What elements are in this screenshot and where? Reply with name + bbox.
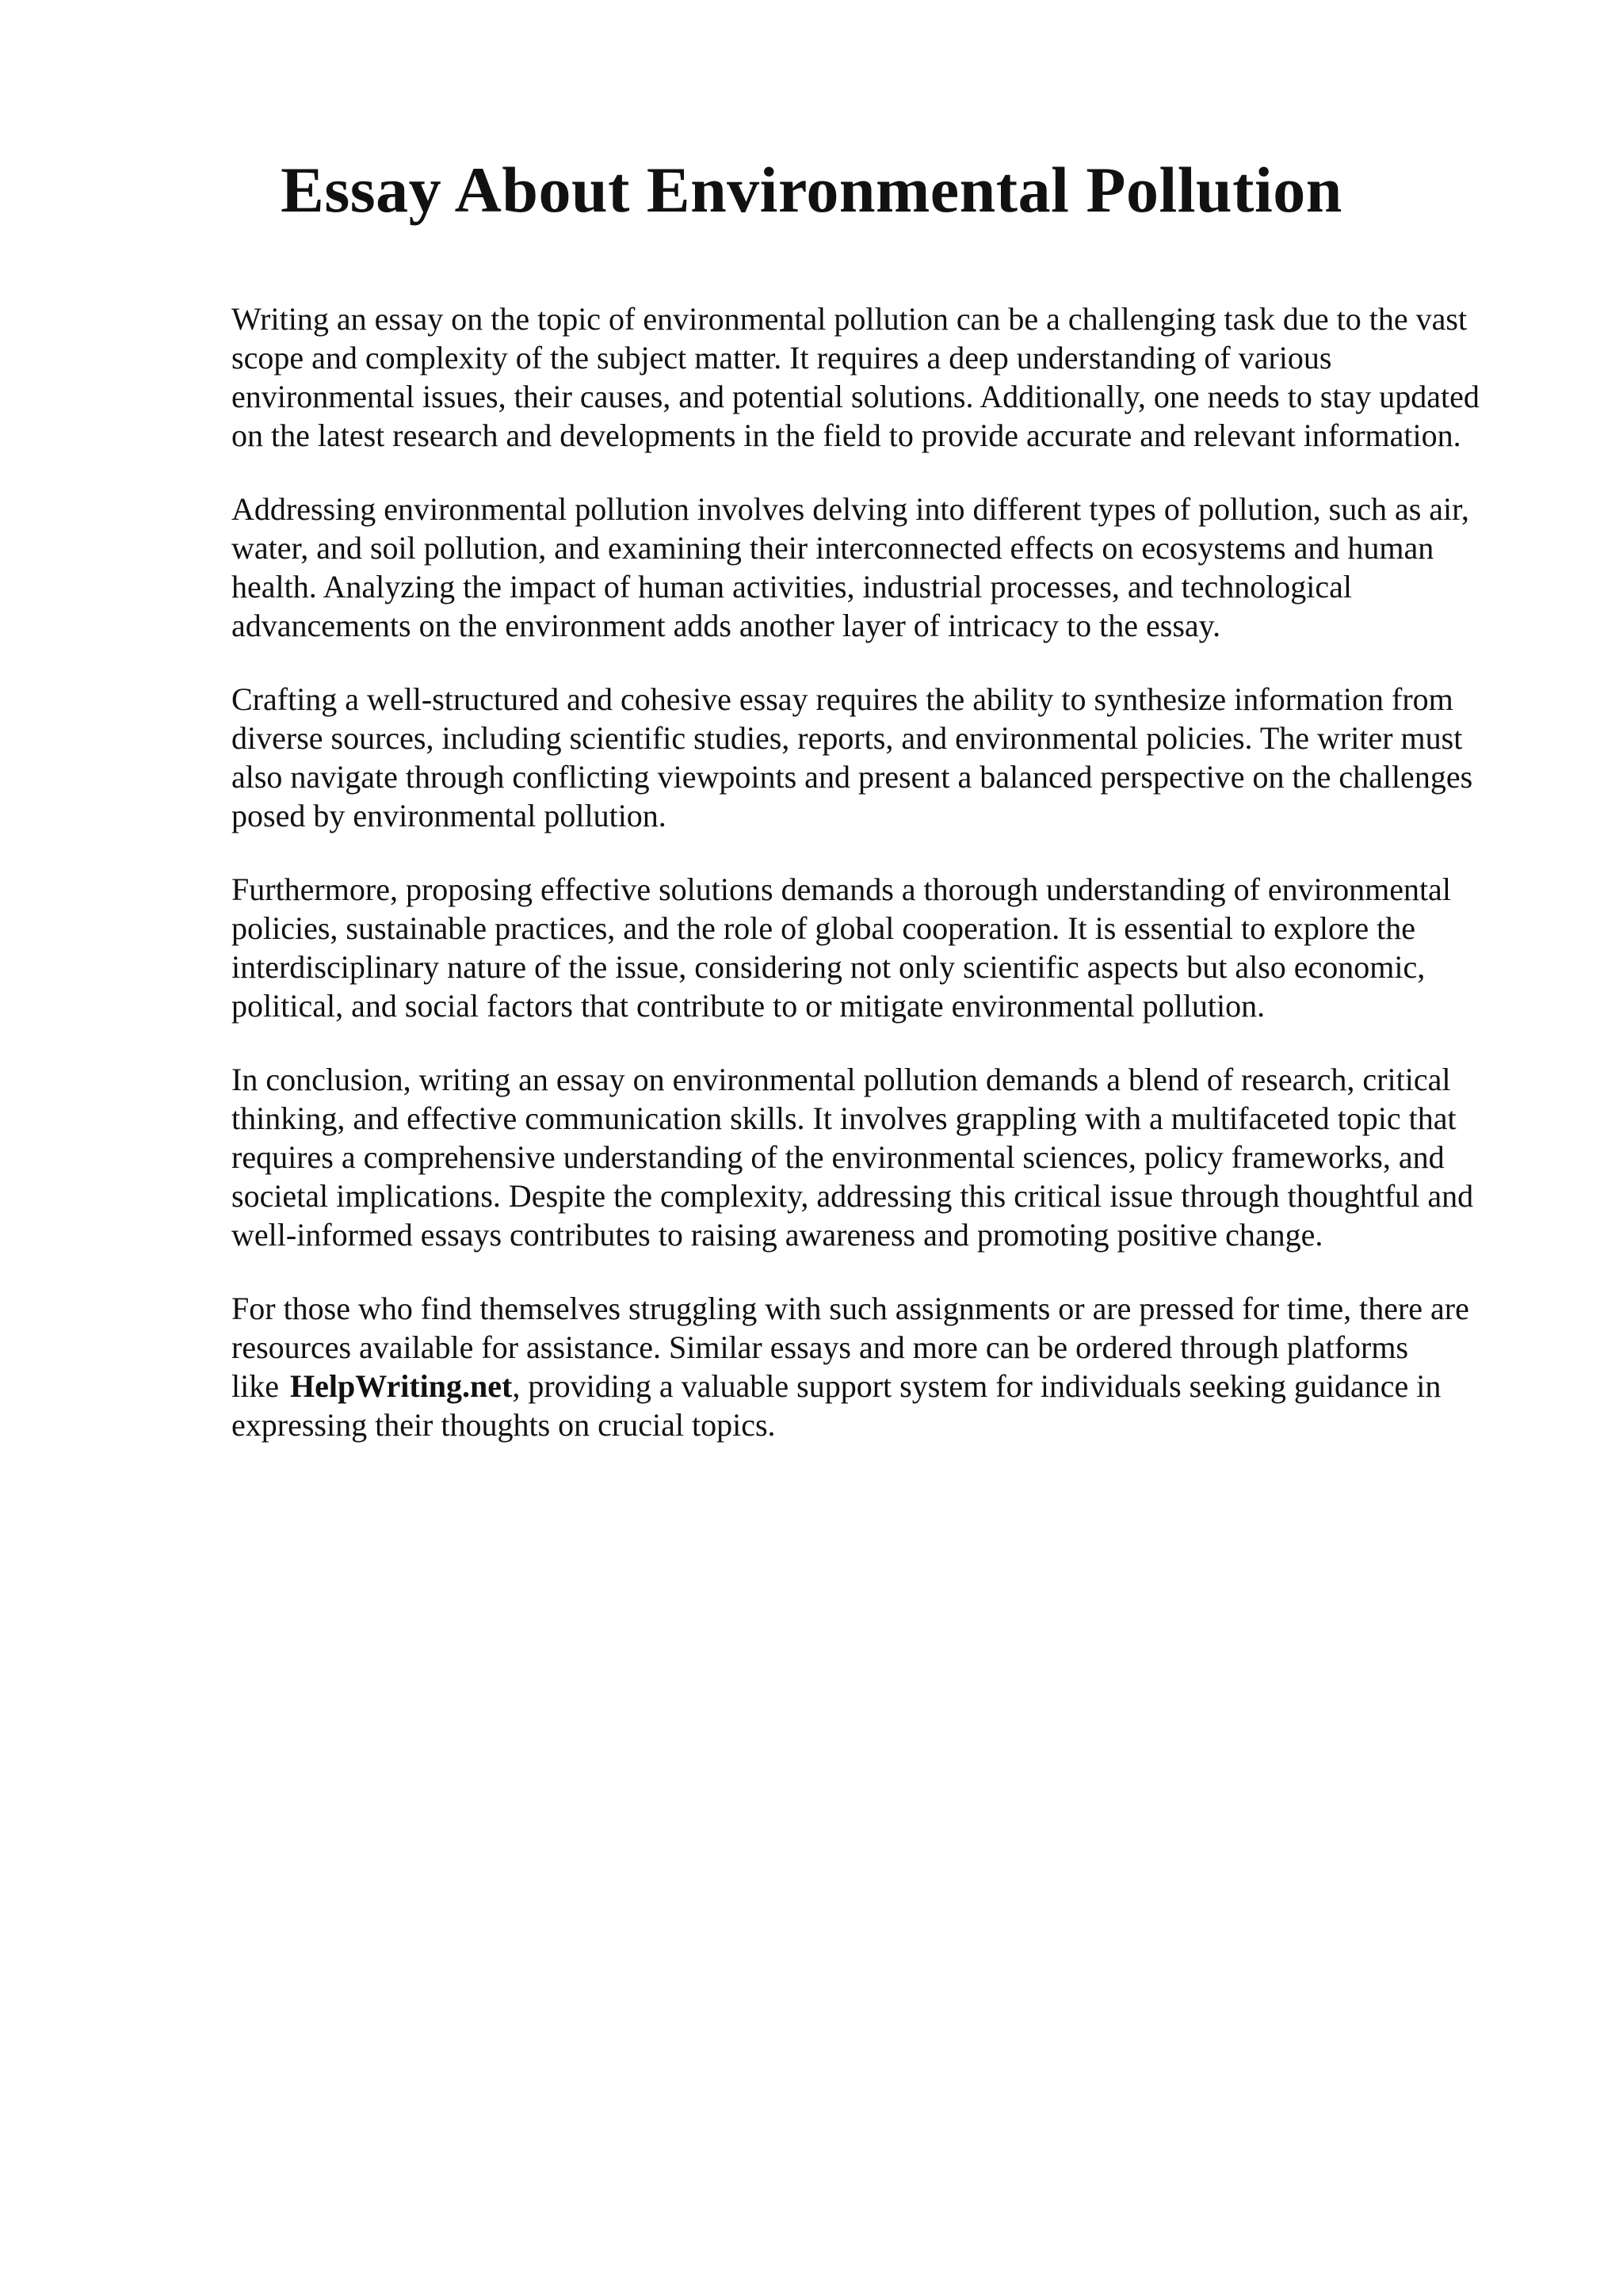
document-title: Essay About Environmental Pollution [281, 154, 1342, 226]
helpwriting-link[interactable]: HelpWriting.net [289, 1368, 513, 1404]
closing-paragraph [231, 1289, 1515, 1444]
paragraph-5: In conclusion, writing an essay on environmental pollution demands a blend of research, critical thinking, and effective communication skills. It involves grappling with a multifaceted topic that requires a comprehensive understanding of the environmental sciences, policy frameworks, and societal implications. Despite the complexity, addressing this critical issue through thoughtful and well-informed essays contributes to raising awareness and promoting positive change. [231, 1062, 1474, 1253]
document-body [231, 299, 1515, 1479]
closing-text-before-link: For those who find themselves struggling with such assignments or are pressed for time, there are resources available for assistance. Similar essays and more can be ordered through platforms like [231, 1291, 1469, 1404]
paragraph-4: Furthermore, proposing effective solutions demands a thorough understanding of environmental policies, sustainable practices, and the role of global cooperation. It is essential to explore the interdisciplinary nature of the issue, considering not only scientific aspects but also economic, political, and social factors that contribute to or mitigate environmental pollution. [231, 871, 1451, 1024]
closing-text-after-link: , providing a valuable support system for individuals seeking guidance in expressing their thoughts on crucial topics. [231, 1368, 1442, 1443]
paragraph-2: Addressing environmental pollution involves delving into different types of pollution, such as air, water, and soil pollution, and examining their interconnected effects on ecosystems and human health. Analyzing the impact of human activities, industrial processes, and technological advancements on the environment adds another layer of intricacy to the essay. [231, 491, 1469, 643]
paragraph-1: Writing an essay on the topic of environmental pollution can be a challenging task due to the vast scope and complexity of the subject matter. It requires a deep understanding of various environmental issues, their causes, and potential solutions. Additionally, one needs to stay updated on the latest research and developments in the field to provide accurate and relevant information. [231, 301, 1480, 453]
paragraph-3: Crafting a well-structured and cohesive essay requires the ability to synthesize information from diverse sources, including scientific studies, reports, and environmental policies. The writer must also navigate through conflicting viewpoints and present a balanced perspective on the challenges posed by environmental pollution. [231, 681, 1473, 833]
